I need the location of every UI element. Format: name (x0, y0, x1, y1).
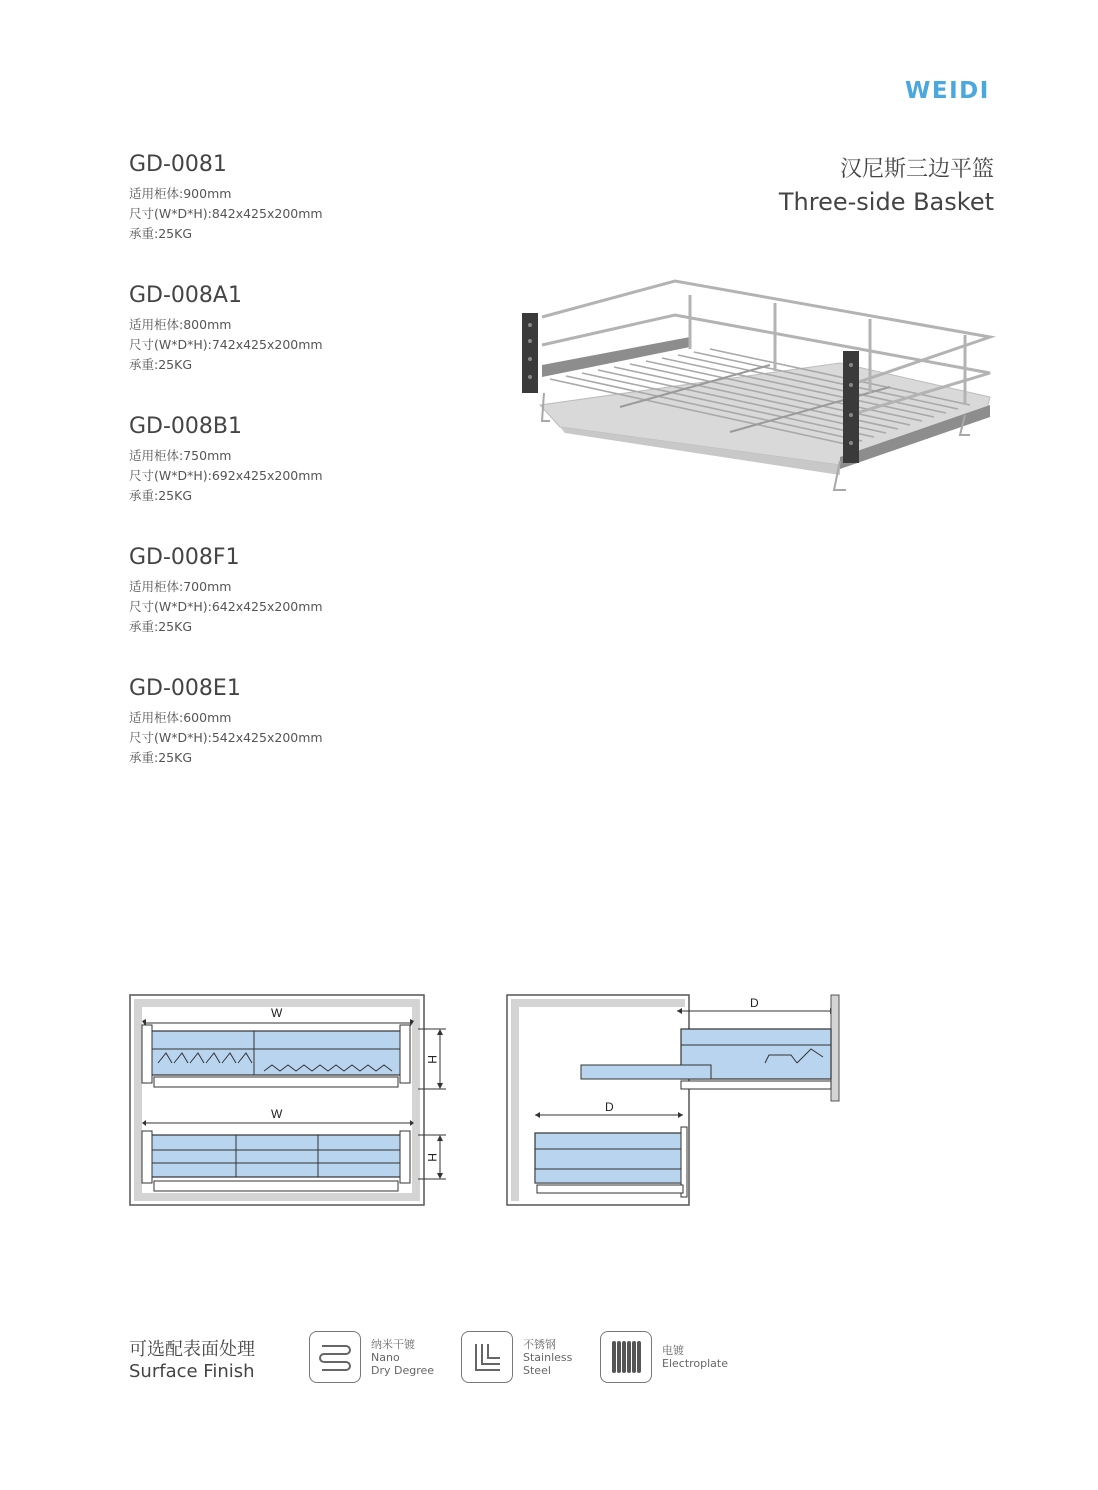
spec-item (129, 150, 469, 281)
finish-en: Nano (371, 1350, 400, 1364)
side-view-diagram (505, 993, 850, 1213)
spec-code: GD-008A1 (129, 283, 242, 308)
depth-label: D (750, 996, 759, 1010)
width-label: W (271, 1107, 283, 1121)
spec-size: 尺寸(W*D*H):542x425x200mm (129, 730, 323, 745)
spec-size: 尺寸(W*D*H):642x425x200mm (129, 599, 323, 614)
brand-logo: WEIDI (905, 78, 990, 104)
spec-cabinet: 适用柜体:800mm (129, 317, 232, 332)
front-view-diagram (128, 993, 458, 1213)
spec-item (129, 674, 469, 805)
finish-en: Electroplate (662, 1357, 729, 1370)
finish-option-nano (309, 1331, 434, 1383)
height-label: H (425, 1153, 439, 1162)
spec-code: GD-0081 (129, 152, 227, 177)
spec-cabinet: 适用柜体:750mm (129, 448, 232, 463)
spec-size: 尺寸(W*D*H):742x425x200mm (129, 337, 323, 352)
surface-finish-title-en: Surface Finish (129, 1361, 255, 1382)
spec-code: GD-008F1 (129, 545, 240, 570)
finish-cn: 纳米干镀 (371, 1337, 415, 1351)
finish-option-electroplate (600, 1331, 728, 1383)
spec-cabinet: 适用柜体:700mm (129, 579, 232, 594)
spec-size: 尺寸(W*D*H):842x425x200mm (129, 206, 323, 221)
finish-en: Stainless (523, 1350, 573, 1364)
spec-load: 承重:25KG (129, 226, 193, 241)
electroplate-icon (600, 1331, 652, 1383)
height-label: H (425, 1055, 439, 1064)
width-label: W (271, 1006, 283, 1020)
spec-item (129, 412, 469, 543)
spec-list (129, 150, 469, 805)
spec-code: GD-008B1 (129, 414, 243, 439)
spec-load: 承重:25KG (129, 619, 193, 634)
product-title-cn: 汉尼斯三边平篮 (839, 157, 994, 182)
finish-option-stainless (461, 1331, 572, 1383)
spec-load: 承重:25KG (129, 357, 193, 372)
finish-en: Dry Degree (371, 1363, 435, 1377)
depth-label: D (605, 1100, 614, 1114)
spec-code: GD-008E1 (129, 676, 241, 701)
basket-product-image (520, 275, 1000, 505)
finish-cn: 电镀 (662, 1344, 684, 1357)
spec-load: 承重:25KG (129, 750, 193, 765)
finish-cn: 不锈钢 (523, 1337, 556, 1351)
surface-finish-title-cn: 可选配表面处理 (129, 1339, 255, 1360)
spec-item (129, 543, 469, 674)
surface-finish-heading (129, 1339, 255, 1383)
spec-cabinet: 适用柜体:900mm (129, 186, 232, 201)
spec-load: 承重:25KG (129, 488, 193, 503)
finish-en: Steel (523, 1363, 551, 1377)
nano-coating-icon (309, 1331, 361, 1383)
stainless-steel-icon (461, 1331, 513, 1383)
spec-cabinet: 适用柜体:600mm (129, 710, 232, 725)
spec-item (129, 281, 469, 412)
spec-size: 尺寸(W*D*H):692x425x200mm (129, 468, 323, 483)
product-title-en: Three-side Basket (778, 188, 994, 216)
